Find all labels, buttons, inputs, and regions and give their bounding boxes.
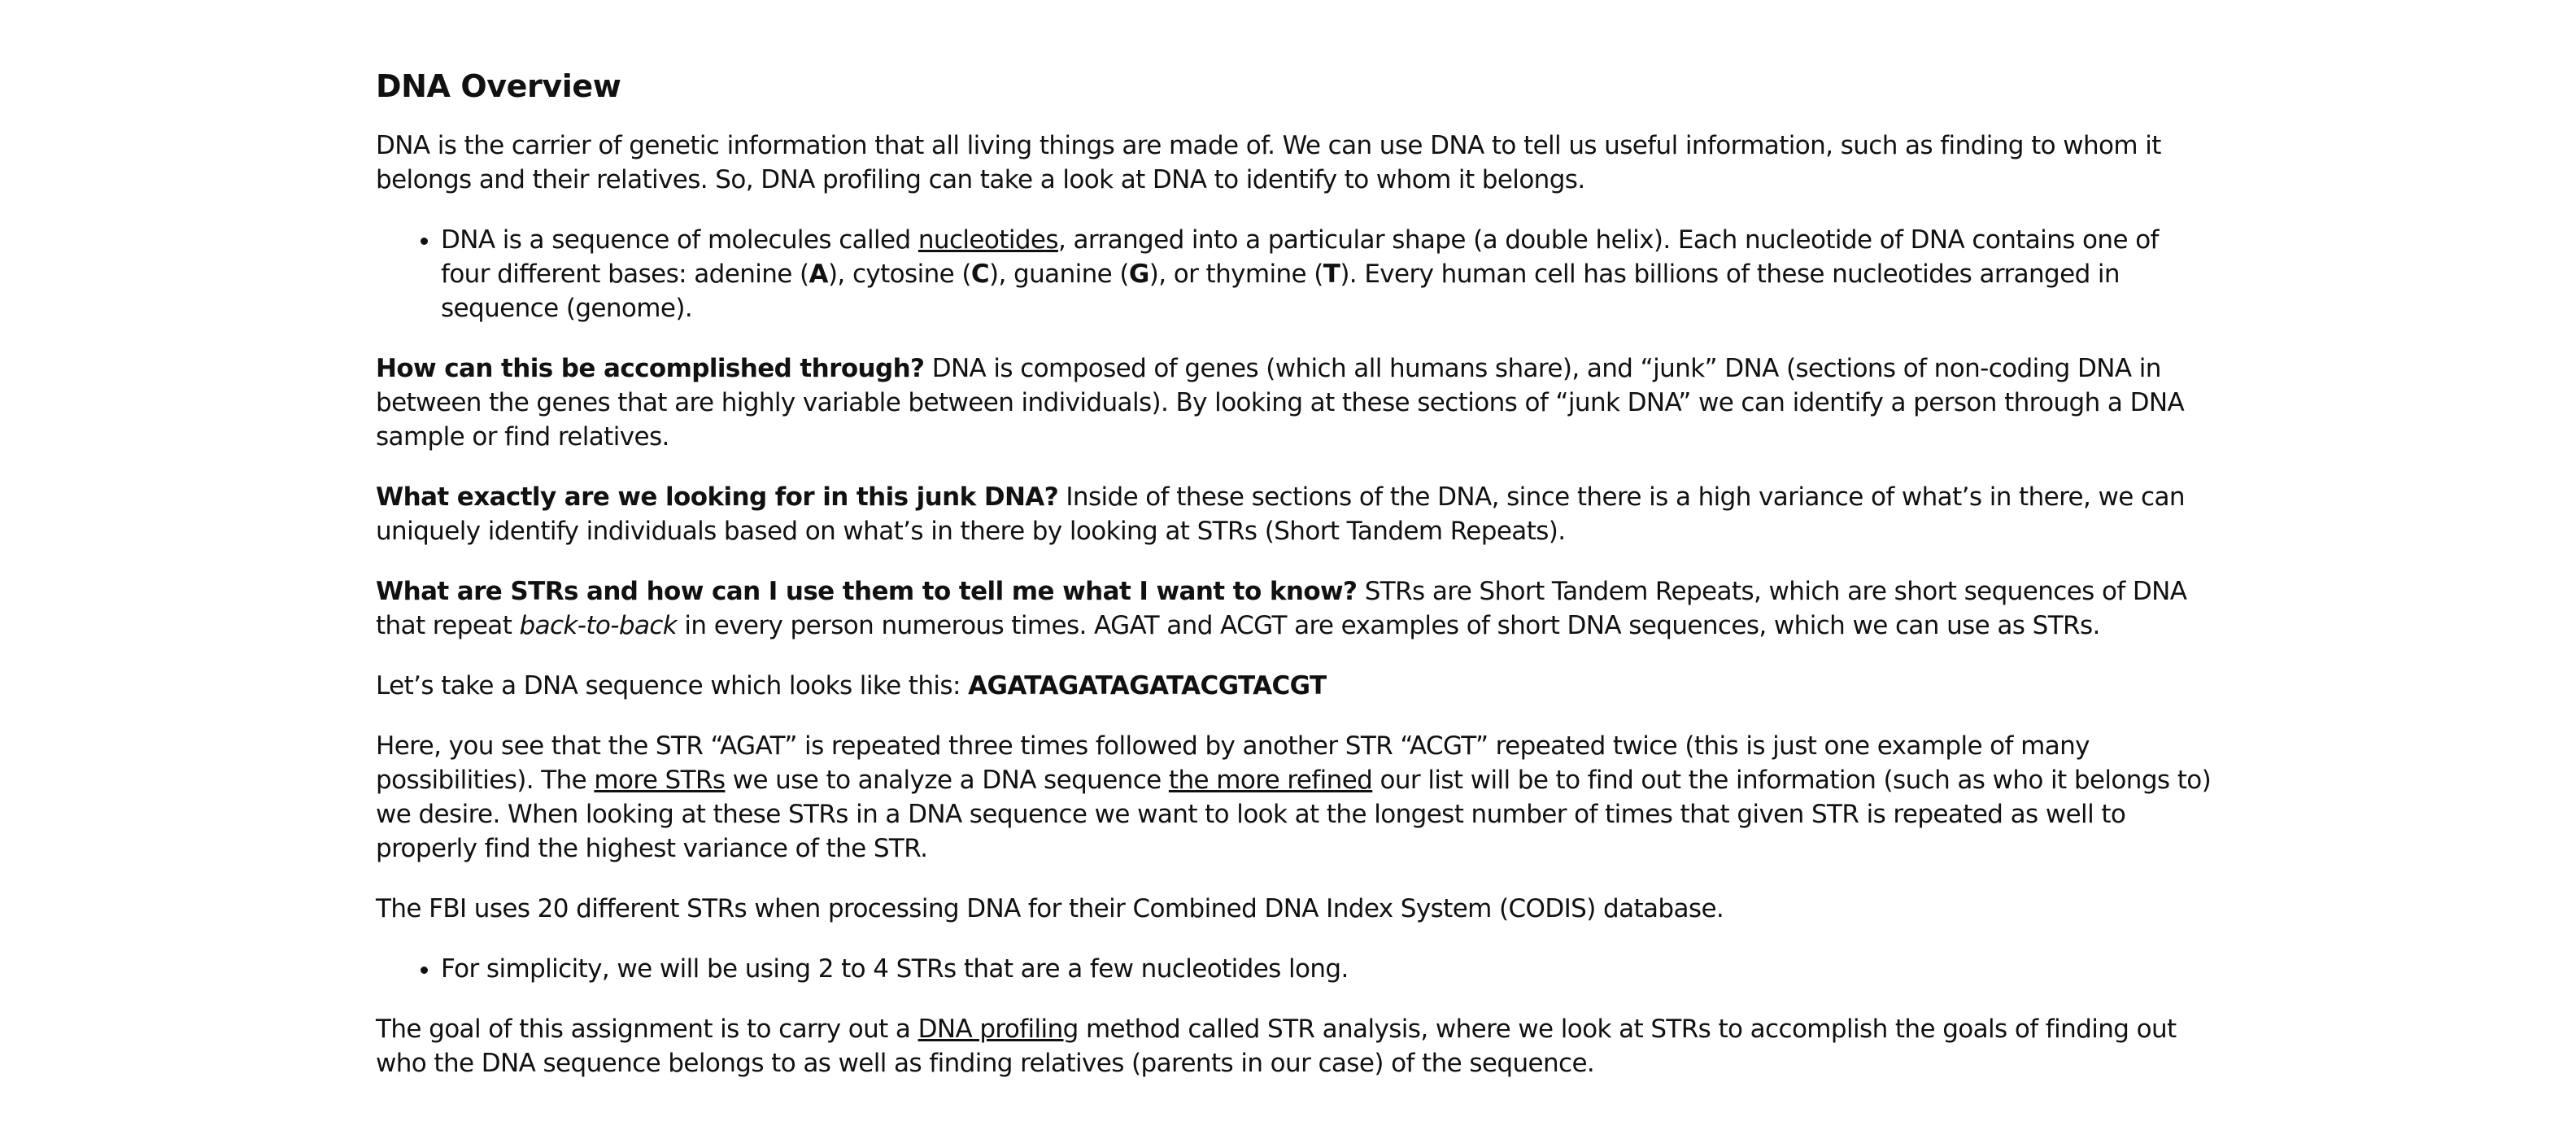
example-text: Let’s take a DNA sequence which looks like this: [376, 671, 969, 700]
bullet-text: , arranged into a particular shape (a double helix). Each nucleotide of DNA contains one of four different bases: adenine ( [441, 225, 2159, 289]
bullet-text: ), cytosine ( [827, 260, 971, 289]
back-to-back-emphasis: back-to-back [519, 611, 678, 640]
what-answer: Inside of these sections of the DNA, since there is a high variance of what’s in there, we can uniquely identify individuals based on what’s in there by looking at STRs (Short Tandem Repeats). [376, 482, 2185, 546]
how-paragraph [376, 351, 2214, 454]
dna-profiling-link[interactable]: DNA profiling [918, 1015, 1079, 1044]
strs-answer: STRs are Short Tandem Repeats, which are short sequences of DNA that repeat [376, 577, 2187, 640]
how-question: How can this be accomplished through? [376, 354, 925, 383]
explanation-text: we use to analyze a DNA sequence [725, 766, 1169, 795]
dna-sequence: AGATAGATAGATACGTACGT [968, 671, 1327, 700]
base-letter-a: A [809, 260, 828, 289]
simplicity-list [376, 952, 2214, 986]
goal-text: method called STR analysis, where we look at STRs to accomplish the goals of finding out who the DNA sequence belongs to as well as finding relatives (parents in our case) of the sequence. [376, 1015, 2177, 1078]
what-question: What exactly are we looking for in this junk DNA? [376, 482, 1059, 512]
base-letter-g: G [1128, 260, 1149, 289]
goal-paragraph [376, 1012, 2214, 1080]
more-refined-underline: the more refined [1168, 766, 1373, 795]
nucleotide-list [376, 223, 2214, 325]
list-item: • For simplicity, we will be using 2 to 4 STRs that are a few nucleotides long. [441, 952, 2214, 986]
explanation-paragraph [376, 729, 2214, 866]
bullet-text: ), guanine ( [989, 260, 1129, 289]
explanation-text: our list will be to find out the information (such as who it belongs to) we desire. When looking at these STRs in a DNA sequence we want to look at the longest number of times that given STR is repeated as well to properly find the highest variance of the STR. [376, 766, 2212, 863]
strs-question: What are STRs and how can I use them to tell me what I want to know? [376, 577, 1358, 606]
base-letter-c: C [970, 260, 990, 289]
bullet-text: DNA is a sequence of molecules called [441, 225, 918, 255]
example-paragraph [376, 669, 2214, 703]
page-title: DNA Overview [376, 68, 621, 104]
bullet-text: ), or thymine ( [1149, 260, 1323, 289]
strs-answer: in every person numerous times. AGAT and ACGT are examples of short DNA sequences, which we can use as STRs. [677, 611, 2100, 640]
how-answer: DNA is composed of genes (which all humans share), and “junk” DNA (sections of non-coding DNA in between the genes that are highly variable between individuals). By looking at these sections of “junk DNA” we can identify a person through a DNA sample or find relatives. [376, 354, 2185, 452]
document-body [376, 65, 2214, 1106]
nucleotides-link[interactable]: nucleotides [918, 225, 1058, 255]
list-item [441, 223, 2214, 325]
explanation-text: Here, you see that the STR “AGAT” is repeated three times followed by another STR “ACGT” repeated twice (this is just one example of many possibilities). The [376, 731, 2090, 795]
base-letter-t: T [1323, 260, 1340, 289]
bullet-text: ). Every human cell has billions of these nucleotides arranged in sequence (genome). [441, 260, 2120, 323]
fbi-paragraph: The FBI uses 20 different STRs when processing DNA for their Combined DNA Index System (CODIS) database. [376, 894, 1724, 923]
more-strs-underline: more STRs [594, 766, 726, 795]
intro-paragraph: DNA is the carrier of genetic information that all living things are made of. We can use DNA to tell us useful information, such as finding to whom it belongs and their relatives. So, DNA profiling can take a look at DNA to identify to whom it belongs. [376, 131, 2161, 194]
strs-paragraph [376, 574, 2214, 643]
goal-text: The goal of this assignment is to carry out a [376, 1015, 918, 1044]
what-paragraph [376, 480, 2214, 548]
